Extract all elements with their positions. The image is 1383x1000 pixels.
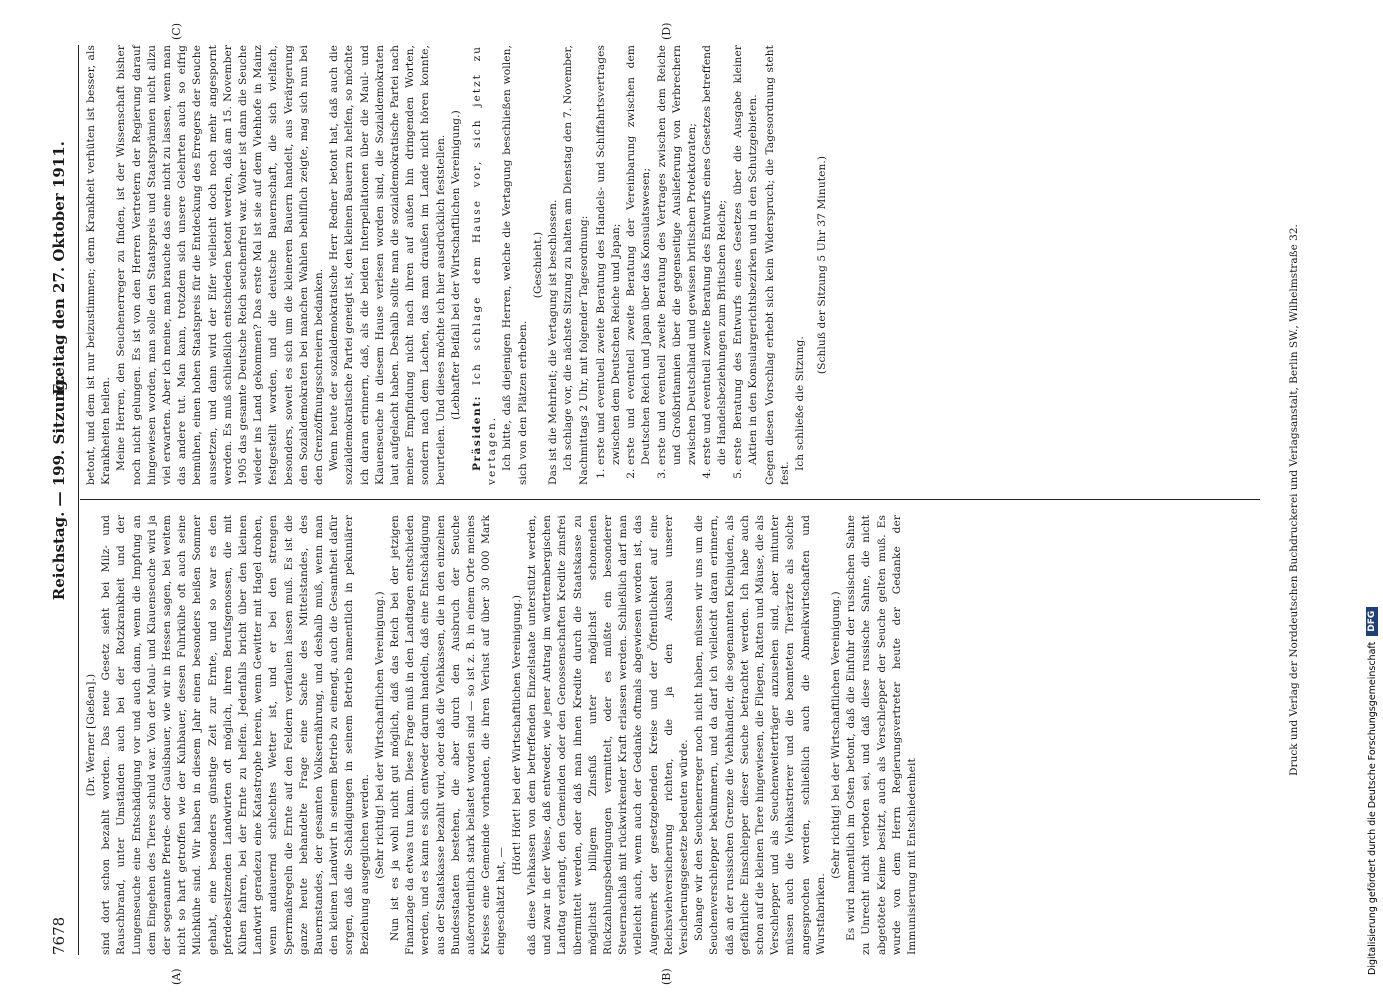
session-close: (Schluß der Sitzung 5 Uhr 37 Minuten.) [815,155,828,375]
interjection: (Hört! Hört! bei der Wirtschaftlichen Vereinigung.) [510,594,523,876]
digitization-text: Digitalisierung gefördert durch die Deutsche Forschungsgemeinschaft [1366,641,1378,975]
paragraph: Ich schlage vor, die nächste Sitzung zu halten am Dienstag den 7. November, Nachmittags 2 Uhr, mit folgender Tagesordnung: [562,45,590,485]
president-label: Präsident: [471,394,484,471]
dfg-logo: DFG [1366,607,1378,636]
applause-note: (Lebhafter Beifall bei der Wirtschaftlichen Vereinigung.) [449,110,462,420]
paragraph: Meine Herren, den Seuchenerreger zu finden, ist der Wissenschaft bisher noch nicht gelungen. Es ist von den Herren Vertretern der Regierung darauf hingewiesen worden, man solle den Staatspreis und Staatsprämien nicht allzu viel erwarten. Aber ich meine, man brauche das eine nicht zu lassen, wenn man das andere tut. Man kann, trotzdem sich unsere Gelehrten auch so eifrig bemühen, einen hohen Staatspreis für die Entdeckung des Erregers der Seuche aussetzen, und dann wird der Eifer vielleicht doch noch mehr angespornt werden. Es muß schließlich entschieden betont werden, daß am 15. November 1905 das gesamte Deutsche Reich seuchenfrei war. Woher ist dann die Seuche wieder ins Land gekommen? Das erste Mal ist sie auf dem Viehhofe in Mainz festgestellt worden, und die deutsche Bauernschaft, die sich vielfach, besonders, soweit es sich um die kleineren Bauern handelt, aus Verärgerung den Sozialdemokraten bei manchen Wahlen behilflich zeigte, mag sich nun bei den Grenzöffnungsschreiern bedanken. [115,45,326,485]
paragraph: Solange wir den Seuchenerreger noch nicht haben, müssen wir uns um die Seuchenverschlepper bekümmern, und da darf ich vielleicht daran erinnern, daß an der russischen Grenze die Viehhändler, die sogenannten Kleinjuden, als gefährliche Einschlepper dieser Seuche betrachtet werden. Ich habe auch schon auf die kleinen Tiere hingewiesen, die Fliegen, Ratten und Mäuse, die als Verschlepper und als Seuchenweiterträger anzusehen sind, aber mitunter müssen auch die Viehkastrierer und die beamteten Tierärzte als solche angesprochen werden, schließlich auch die Abmelkwirtschaften und Wurstfabriken. [693,515,827,955]
margin-letter-c: (C) [170,23,183,40]
paragraph: Gegen diesen Vorschlag erhebt sich kein Widerspruch; die Tagesordnung steht fest. [763,45,792,485]
paragraph: Es wird namentlich im Osten betont, daß die Einfuhr der russischen Sahne zu Unrecht nicht verboten sei, und daß diese russische Sahne, die nicht abgetötete Keime besitzt, auch als Verschlepper der Seuche gelten muß. Es wurde von dem Herrn Regierungsvertreter heute der Gedanke der Immunisierung mit Entschiedenheit [845,515,918,955]
president-statement: Ich schlage dem Hause vor, sich jetzt zu vertagen. [471,44,499,485]
speaker-reference: (Dr. Werner [Gießen].) [85,673,97,797]
paragraph: betont, und dem ist nur beizustimmen; denn Krankheit verhüten ist besser, als Krankheiten heilen. [85,45,113,485]
interjection: (Sehr richtig! bei der Wirtschaftlichen Vereinigung.) [373,591,386,879]
column-divider [80,499,1260,500]
running-title: Reichstag. — 199. Sitzung. [50,375,68,601]
agenda-list [594,45,761,485]
paragraph: Ich schließe die Sitzung. [794,336,807,471]
session-date: Freitag den 27. Oktober 1911. [50,141,68,395]
running-head [50,45,76,955]
paragraph: Ich bitte, daß diejenigen Herren, welche die Vertagung beschließen wollen, sich von den Plätzen erheben. [501,45,529,485]
agenda-item: 1. erste und eventuell zweite Beratung des Handels- und Schiffahrtsvertrages zwischen dem Deutschen Reiche und Japan; [594,45,624,465]
agenda-item: 4. erste und eventuell zweite Beratung des Entwurfs eines Gesetzes betreffend die Handelsbeziehungen zum Britischen Reiche; [700,45,730,465]
paragraph: Nun ist es ja wohl nicht gut möglich, daß das Reich bei der jetzigen Finanzlage da etwas tun kann. Diese Frage muß in den Landtagen entschieden werden, und es kann es sich entweder darum handeln, daß eine Entschädigung aus der Staatskasse bezahlt wird, oder daß die Viehkassen, die in den einzelnen Bundesstaaten bestehen, die aber durch den Ausbruch der Seuche außerordentlich stark belastet worden sind — so ist z. B. in einem Orte meines Kreises eine Gemeinde vorhanden, die ihren Verlust auf über 30 000 Mark eingeschätzt hat, — [389,515,508,955]
margin-letter-b: (B) [660,968,673,985]
left-column [84,515,920,955]
agenda-item: 2. erste und eventuell zweite Beratung der Vereinbarung zwischen dem Deutschen Reich und Japan über das Konsulatswesen; [624,45,654,465]
printer-imprint: Druck und Verlag der Norddeutschen Buchdruckerei und Verlagsanstalt, Berlin SW., Wilhelmstraße 32. [1288,224,1300,776]
rotated-page [50,22,1340,985]
agenda-item: 3. erste und eventuell zweite Beratung des Vertrages zwischen dem Reiche und Großbritannien über die gegenseitige Auslieferung von Verbrechern zwischen Deutschland und gewissen britischen Protektoraten; [655,45,701,465]
right-column [84,45,830,485]
agenda-item: 5. erste Beratung des Entwurfs eines Gesetzes über die Ausgabe kleiner Aktien in den Konsulargerichtsbezirken und in den Schutzgebieten. [731,45,761,465]
paragraph: daß diese Viehkassen von dem betreffenden Einzelstaate unterstützt werden, und zwar in der Weise, daß entweder, wie jener Antrag im württembergischen Landtag verlangt, den Gemeinden oder den Genossenschaften Kredite zinsfrei übermittelt werden, oder daß man ihnen Kredite durch die Staatskasse zu möglichst billigem Zinsfuß unter möglichst schonenden Rückzahlungsbedingungen vermittelt, oder es müßte ein besonderer Steuernachlaß mit rückwirkender Kraft erlassen werden. Schließlich darf man vielleicht auch, wenn auch der Gedanke oftmals abgewiesen worden ist, das Augenmerk der gesetzgebenden Kreise und der Öffentlichkeit auf eine Reichsviehversicherung richten, die ja den Ausbau unserer Versicherungsgesetze bedeuten würde. [525,515,690,955]
header-rule [78,45,79,955]
paragraph: Das ist die Mehrheit; die Vertagung ist beschlossen. [547,199,560,485]
page-number: 7678 [50,916,68,955]
digitization-note [1364,25,1380,975]
margin-letter-a: (A) [170,968,183,985]
interjection: (Geschieht.) [531,231,544,299]
paragraph: Wenn heute der sozialdemokratische Herr Redner betont hat, daß auch die sozialdemokratische Partei geneigt ist, den kleinen Bauern zu helfen, so möchte ich daran erinnern, daß, als die beiden Interpellationen über die Maul- und Klauenseuche in diesem Hause verlesen worden sind, die Sozialdemokraten laut aufgelacht haben. Deshalb sollte man die sozialdemokratische Partei nach meiner Empfindung nicht nach ihren auf außen hin dringenden Worten, sondern nach dem Lachen, das man draußen im Lande nicht hören konnte, beurteilen. Und dieses möchte ich hier ausdrücklich feststellen. [328,45,447,485]
margin-letter-d: (D) [660,22,673,40]
interjection: (Sehr richtig! bei der Wirtschaftlichen Vereinigung.) [829,591,842,879]
paragraph: sind dort schon bezahlt worden. Das neue Gesetz sieht bei Milz- und Rauschbrand, unter Umständen auch bei der Rotzkrankheit und der Lungenseuche eine Entschädigung vor und auch dann, wenn die Impfung an dem Eingehen des Tieres schuld war. Von der Maul- und Klauenseuche wird ja der sogenannte Pferde- oder Gaulsbauer, wie wir in Hessen sagen, bei weitem nicht so hart getroffen wie der Kuhbauer, dessen Fuhrkühe oft auch seine Milchkühe sind. Wir haben in diesem Jahr einen besonders heißen Sommer gehabt, eine besonders günstige Zeit zur Ernte, und so war es den pferdebesitzenden Landwirten oft möglich, ihren Berufsgenossen, die mit Kühen fahren, bei der Ernte zu helfen. Jedenfalls bricht über den kleinen Landwirt geradezu eine Katastrophe herein, wenn Gewitter mit Hagel drohen, wenn andauernd schlechtes Wetter ist, und er bei den strengen Sperrmaßregeln die Ernte auf den Feldern verfaulen lassen muß. Es ist die ganze heute behandelte Frage eine Sache des Mittelstandes, des Bauernstandes, der gesamten Volksernährung, und deshalb muß, wenn man den kleinen Landwirt in seinem Betrieb zu einengt, auch die Gesamtheit dafür sorgen, daß die Schädigungen in seinem Betrieb namentlich in pekuniärer Beziehung ausgeglichen werden. [100,515,371,955]
